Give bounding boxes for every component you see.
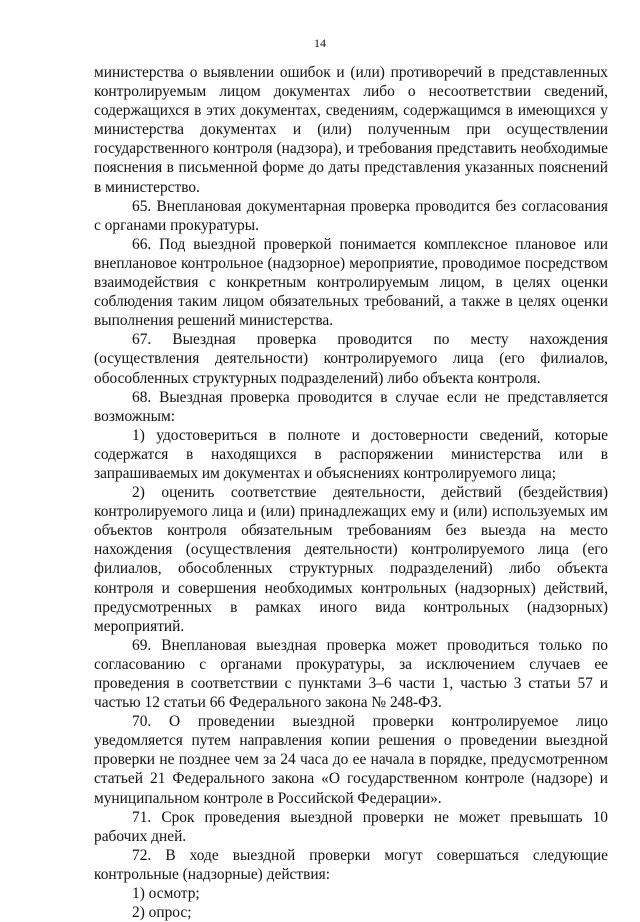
paragraph-72: 72. В ходе выездной проверки могут совершаться следующие контрольные (надзорные) действия:	[94, 846, 608, 883]
paragraph-71: 71. Срок проведения выездной проверки не может превышать 10 рабочих дней.	[94, 808, 608, 845]
list-item-72-1: 1) осмотр;	[132, 885, 200, 903]
list-item-68-1: 1) удостовериться в полноте и достоверности сведений, которые содержатся в находящихся в распоряжении министерства или в запрашиваемых им документах и объяснениях контролируемого лица;	[94, 426, 608, 482]
document-body	[94, 63, 608, 922]
paragraph-continuation: министерства о выявлении ошибок и (или) противоречий в представленных контролируемым лицом документах либо о несоответствии сведений, содержащихся в этих документах, сведениям, содержащимся в имеющихся у министерства документах и (или) полученным при осуществлении государственного контроля (надзора), и требования представить необходимые пояснения в письменной форме до даты представления указанных пояснений в министерство.	[94, 64, 608, 196]
paragraph-70: 70. О проведении выездной проверки контролируемое лицо уведомляется путем направления копии решения о проведении выездной проверки не позднее чем за 24 часа до ее начала в порядке, предусмотренном статьей 21 Федерального закона «О государственном контроле (надзоре) и муниципальном контроле в Российской Федерации».	[94, 713, 608, 807]
list-item-72-2: 2) опрос;	[132, 904, 192, 922]
list-item-68-2: 2) оценить соответствие деятельности, действий (бездействия) контролируемого лица и (или) принадлежащих ему и (или) используемых им объектов контроля обязательным требованиям без выезда на место нахождения (осуществления деятельности) контролируемого лица (его филиалов, обособленных структурных подразделений) либо объекта контроля и совершения необходимых контрольных (надзорных) действий, предусмотренных в рамках иного вида контрольных (надзорных) мероприятий.	[94, 484, 608, 635]
page-number: 14	[314, 36, 326, 50]
paragraph-69: 69. Внеплановая выездная проверка может проводиться только по согласованию с органами прокуратуры, за исключением случаев ее проведения в соответствии с пунктами 3–6 части 1, частью 3 статьи 57 и частью 12 статьи 66 Федерального закона № 248-ФЗ.	[94, 636, 608, 712]
paragraph-66: 66. Под выездной проверкой понимается комплексное плановое или внеплановое контрольное (надзорное) мероприятие, проводимое посредством взаимодействия с конкретным контролируемым лицом, в целях оценки соблюдения таким лицом обязательных требований, а также в целях оценки выполнения решений министерства.	[94, 235, 608, 330]
paragraph-67: 67. Выездная проверка проводится по месту нахождения (осуществления деятельности) контролируемого лица (его филиалов, обособленных структурных подразделений) либо объекта контроля.	[94, 331, 608, 387]
paragraph-65: 65. Внеплановая документарная проверка проводится без согласования с органами прокуратуры.	[94, 197, 608, 234]
paragraph-68: 68. Выездная проверка проводится в случае если не представляется возможным:	[94, 388, 608, 425]
